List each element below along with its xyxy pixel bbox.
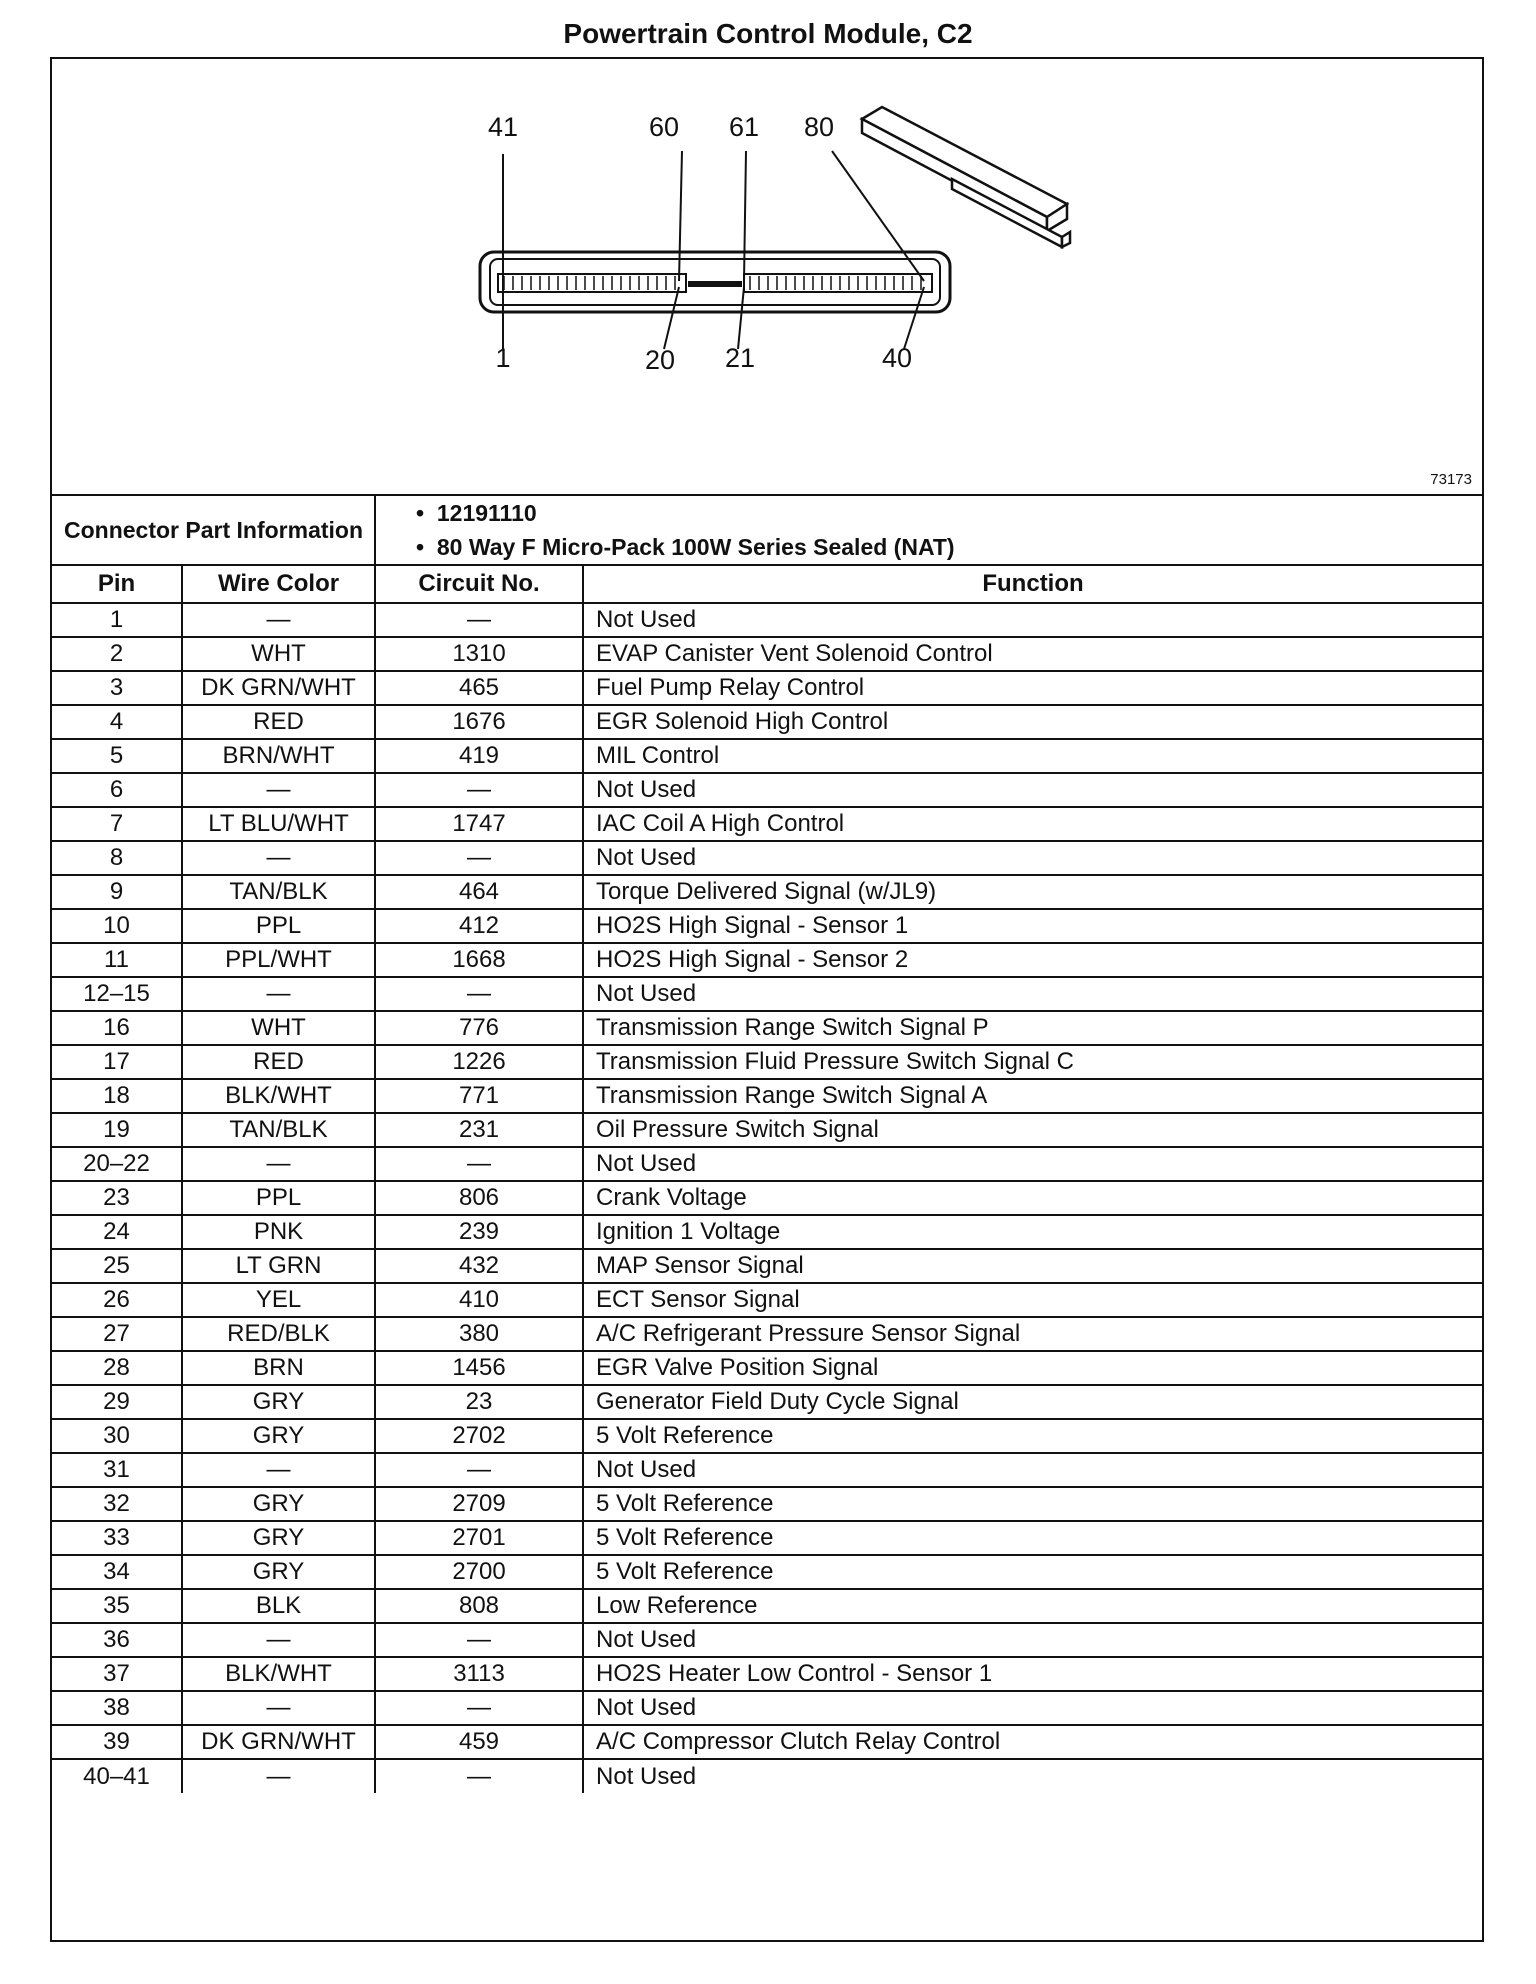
wire-color-cell: — — [182, 1147, 375, 1181]
pin-cell: 10 — [52, 909, 182, 943]
function-cell: Not Used — [583, 1691, 1482, 1725]
pin-block-right — [744, 274, 932, 292]
pin-cell: 3 — [52, 671, 182, 705]
circuit-cell: 412 — [375, 909, 583, 943]
table-row — [52, 773, 1482, 807]
function-cell: HO2S Heater Low Control - Sensor 1 — [583, 1657, 1482, 1691]
wire-color-cell: BLK/WHT — [182, 1657, 375, 1691]
pin-cell: 11 — [52, 943, 182, 977]
connector-info-label: Connector Part Information — [52, 495, 375, 565]
pin-cell: 12–15 — [52, 977, 182, 1011]
function-cell: Not Used — [583, 603, 1482, 637]
circuit-cell: 771 — [375, 1079, 583, 1113]
pinout-table — [52, 494, 1482, 1793]
pin-block-left — [498, 274, 686, 292]
function-cell: Crank Voltage — [583, 1181, 1482, 1215]
pin-label-1: 1 — [495, 343, 511, 373]
circuit-cell: 2702 — [375, 1419, 583, 1453]
function-cell: ECT Sensor Signal — [583, 1283, 1482, 1317]
circuit-cell: 1226 — [375, 1045, 583, 1079]
pin-cell: 28 — [52, 1351, 182, 1385]
function-cell: Transmission Range Switch Signal A — [583, 1079, 1482, 1113]
wire-color-cell: — — [182, 1691, 375, 1725]
function-cell: 5 Volt Reference — [583, 1521, 1482, 1555]
pin-cell: 32 — [52, 1487, 182, 1521]
wire-color-cell: GRY — [182, 1555, 375, 1589]
pin-label-60: 60 — [648, 112, 680, 142]
pin-cell: 16 — [52, 1011, 182, 1045]
wire-color-cell: PPL/WHT — [182, 943, 375, 977]
column-header-function: Function — [583, 565, 1482, 603]
table-row — [52, 671, 1482, 705]
pin-label-40: 40 — [881, 343, 913, 373]
figure-id: 73173 — [1430, 471, 1472, 488]
table-row — [52, 1079, 1482, 1113]
pin-cell: 34 — [52, 1555, 182, 1589]
connector-part-number: • 12191110 — [416, 500, 537, 526]
pin-cell: 33 — [52, 1521, 182, 1555]
table-row — [52, 977, 1482, 1011]
leader-lines — [503, 151, 924, 349]
table-row — [52, 1181, 1482, 1215]
pin-cell: 6 — [52, 773, 182, 807]
wire-color-cell: WHT — [182, 637, 375, 671]
circuit-cell: 806 — [375, 1181, 583, 1215]
table-row — [52, 1555, 1482, 1589]
table-row — [52, 1725, 1482, 1759]
circuit-cell: 419 — [375, 739, 583, 773]
table-row — [52, 1283, 1482, 1317]
function-cell: Generator Field Duty Cycle Signal — [583, 1385, 1482, 1419]
pin-cell: 31 — [52, 1453, 182, 1487]
wire-color-cell: GRY — [182, 1521, 375, 1555]
connector-illustration — [52, 59, 1482, 494]
pin-cell: 26 — [52, 1283, 182, 1317]
table-row — [52, 1317, 1482, 1351]
pin-cell: 35 — [52, 1589, 182, 1623]
table-row — [52, 1147, 1482, 1181]
circuit-cell: — — [375, 841, 583, 875]
key-slot — [688, 281, 742, 287]
table-row — [52, 1351, 1482, 1385]
wire-color-cell: WHT — [182, 1011, 375, 1045]
pin-cell: 29 — [52, 1385, 182, 1419]
wire-color-cell: PPL — [182, 909, 375, 943]
table-row — [52, 1419, 1482, 1453]
circuit-cell: 3113 — [375, 1657, 583, 1691]
table-row — [52, 909, 1482, 943]
circuit-cell: 1747 — [375, 807, 583, 841]
table-row — [52, 1045, 1482, 1079]
wire-color-cell: — — [182, 603, 375, 637]
function-cell: Not Used — [583, 841, 1482, 875]
function-cell: HO2S High Signal - Sensor 1 — [583, 909, 1482, 943]
pin-cell: 38 — [52, 1691, 182, 1725]
wire-color-cell: RED — [182, 705, 375, 739]
table-row — [52, 807, 1482, 841]
connector-frame — [50, 57, 1484, 1942]
table-row — [52, 1113, 1482, 1147]
pin-cell: 5 — [52, 739, 182, 773]
pin-cell: 18 — [52, 1079, 182, 1113]
circuit-cell: — — [375, 1147, 583, 1181]
circuit-cell: 231 — [375, 1113, 583, 1147]
wire-color-cell: — — [182, 1623, 375, 1657]
function-cell: 5 Volt Reference — [583, 1555, 1482, 1589]
pin-cell: 7 — [52, 807, 182, 841]
table-row — [52, 637, 1482, 671]
function-cell: EGR Solenoid High Control — [583, 705, 1482, 739]
function-cell: A/C Compressor Clutch Relay Control — [583, 1725, 1482, 1759]
wire-color-cell: LT GRN — [182, 1249, 375, 1283]
pin-label-20: 20 — [644, 345, 676, 375]
wire-color-cell: BLK/WHT — [182, 1079, 375, 1113]
function-cell: A/C Refrigerant Pressure Sensor Signal — [583, 1317, 1482, 1351]
wire-color-cell: — — [182, 1759, 375, 1793]
wire-color-cell: LT BLU/WHT — [182, 807, 375, 841]
wire-color-cell: BLK — [182, 1589, 375, 1623]
connector-isometric-icon — [862, 107, 1070, 247]
function-cell: Not Used — [583, 1453, 1482, 1487]
function-cell: MIL Control — [583, 739, 1482, 773]
wire-color-cell: GRY — [182, 1487, 375, 1521]
pin-cell: 36 — [52, 1623, 182, 1657]
circuit-cell: 776 — [375, 1011, 583, 1045]
wire-color-cell: TAN/BLK — [182, 875, 375, 909]
circuit-cell: — — [375, 1691, 583, 1725]
table-row — [52, 705, 1482, 739]
pin-label-80: 80 — [803, 112, 835, 142]
table-row — [52, 739, 1482, 773]
circuit-cell: 464 — [375, 875, 583, 909]
circuit-cell: 410 — [375, 1283, 583, 1317]
wire-color-cell: GRY — [182, 1385, 375, 1419]
wire-color-cell: BRN/WHT — [182, 739, 375, 773]
circuit-cell: 1456 — [375, 1351, 583, 1385]
wire-color-cell: PPL — [182, 1181, 375, 1215]
table-row — [52, 1453, 1482, 1487]
pin-cell: 25 — [52, 1249, 182, 1283]
table-row — [52, 1521, 1482, 1555]
page-title: Powertrain Control Module, C2 — [563, 18, 973, 49]
pin-label-21: 21 — [724, 343, 756, 373]
table-row — [52, 1011, 1482, 1045]
function-cell: Transmission Fluid Pressure Switch Signal C — [583, 1045, 1482, 1079]
pin-cell: 27 — [52, 1317, 182, 1351]
table-header — [52, 565, 1482, 603]
circuit-cell: 2701 — [375, 1521, 583, 1555]
wire-color-cell: TAN/BLK — [182, 1113, 375, 1147]
function-cell: Not Used — [583, 1147, 1482, 1181]
table-row — [52, 875, 1482, 909]
pin-cell: 39 — [52, 1725, 182, 1759]
function-cell: Torque Delivered Signal (w/JL9) — [583, 875, 1482, 909]
wire-color-cell: — — [182, 841, 375, 875]
circuit-cell: — — [375, 1759, 583, 1793]
table-row — [52, 1249, 1482, 1283]
circuit-cell: 1668 — [375, 943, 583, 977]
wire-color-cell: DK GRN/WHT — [182, 1725, 375, 1759]
column-header-pin: Pin — [52, 565, 182, 603]
pin-cell: 17 — [52, 1045, 182, 1079]
circuit-cell: 808 — [375, 1589, 583, 1623]
pin-cell: 2 — [52, 637, 182, 671]
function-cell: Not Used — [583, 977, 1482, 1011]
function-cell: Not Used — [583, 1759, 1482, 1793]
table-row — [52, 1487, 1482, 1521]
table-row — [52, 1657, 1482, 1691]
connector-info-row — [52, 495, 1482, 565]
pin-cell: 4 — [52, 705, 182, 739]
table-row — [52, 1759, 1482, 1793]
wire-color-cell: — — [182, 1453, 375, 1487]
function-cell: 5 Volt Reference — [583, 1419, 1482, 1453]
function-cell: MAP Sensor Signal — [583, 1249, 1482, 1283]
circuit-cell: — — [375, 1623, 583, 1657]
function-cell: Low Reference — [583, 1589, 1482, 1623]
wire-color-cell: DK GRN/WHT — [182, 671, 375, 705]
pin-cell: 19 — [52, 1113, 182, 1147]
pin-cell: 8 — [52, 841, 182, 875]
function-cell: 5 Volt Reference — [583, 1487, 1482, 1521]
column-header-wire-color: Wire Color — [182, 565, 375, 603]
pin-cell: 40–41 — [52, 1759, 182, 1793]
circuit-cell: — — [375, 977, 583, 1011]
wire-color-cell: RED — [182, 1045, 375, 1079]
circuit-cell: 1676 — [375, 705, 583, 739]
wire-color-cell: PNK — [182, 1215, 375, 1249]
table-row — [52, 1691, 1482, 1725]
wire-color-cell: BRN — [182, 1351, 375, 1385]
wire-color-cell: GRY — [182, 1419, 375, 1453]
pin-label-61: 61 — [728, 112, 760, 142]
function-cell: Transmission Range Switch Signal P — [583, 1011, 1482, 1045]
circuit-cell: 380 — [375, 1317, 583, 1351]
pin-label-41: 41 — [487, 112, 519, 142]
table-row — [52, 1623, 1482, 1657]
function-cell: Not Used — [583, 1623, 1482, 1657]
pin-cell: 30 — [52, 1419, 182, 1453]
table-row — [52, 943, 1482, 977]
table-row — [52, 1215, 1482, 1249]
wire-color-cell: — — [182, 773, 375, 807]
column-header-circuit: Circuit No. — [375, 565, 583, 603]
function-cell: Fuel Pump Relay Control — [583, 671, 1482, 705]
pin-cell: 20–22 — [52, 1147, 182, 1181]
connector-diagram — [52, 59, 1482, 496]
wire-color-cell: RED/BLK — [182, 1317, 375, 1351]
function-cell: Oil Pressure Switch Signal — [583, 1113, 1482, 1147]
circuit-cell: 23 — [375, 1385, 583, 1419]
circuit-cell: 2700 — [375, 1555, 583, 1589]
table-row — [52, 1589, 1482, 1623]
circuit-cell: 465 — [375, 671, 583, 705]
circuit-cell: 239 — [375, 1215, 583, 1249]
pin-cell: 23 — [52, 1181, 182, 1215]
circuit-cell: — — [375, 603, 583, 637]
connector-description: • 80 Way F Micro-Pack 100W Series Sealed (NAT) — [416, 534, 955, 560]
wire-color-cell: — — [182, 977, 375, 1011]
table-row — [52, 1385, 1482, 1419]
table-row — [52, 841, 1482, 875]
function-cell: EGR Valve Position Signal — [583, 1351, 1482, 1385]
circuit-cell: 1310 — [375, 637, 583, 671]
circuit-cell: — — [375, 1453, 583, 1487]
pin-cell: 37 — [52, 1657, 182, 1691]
circuit-cell: 432 — [375, 1249, 583, 1283]
table-row — [52, 603, 1482, 637]
function-cell: Not Used — [583, 773, 1482, 807]
pin-cell: 24 — [52, 1215, 182, 1249]
pin-cell: 1 — [52, 603, 182, 637]
function-cell: IAC Coil A High Control — [583, 807, 1482, 841]
circuit-cell: — — [375, 773, 583, 807]
function-cell: Ignition 1 Voltage — [583, 1215, 1482, 1249]
function-cell: EVAP Canister Vent Solenoid Control — [583, 637, 1482, 671]
wire-color-cell: YEL — [182, 1283, 375, 1317]
circuit-cell: 2709 — [375, 1487, 583, 1521]
function-cell: HO2S High Signal - Sensor 2 — [583, 943, 1482, 977]
connector-info-items — [375, 495, 1482, 565]
pin-cell: 9 — [52, 875, 182, 909]
circuit-cell: 459 — [375, 1725, 583, 1759]
